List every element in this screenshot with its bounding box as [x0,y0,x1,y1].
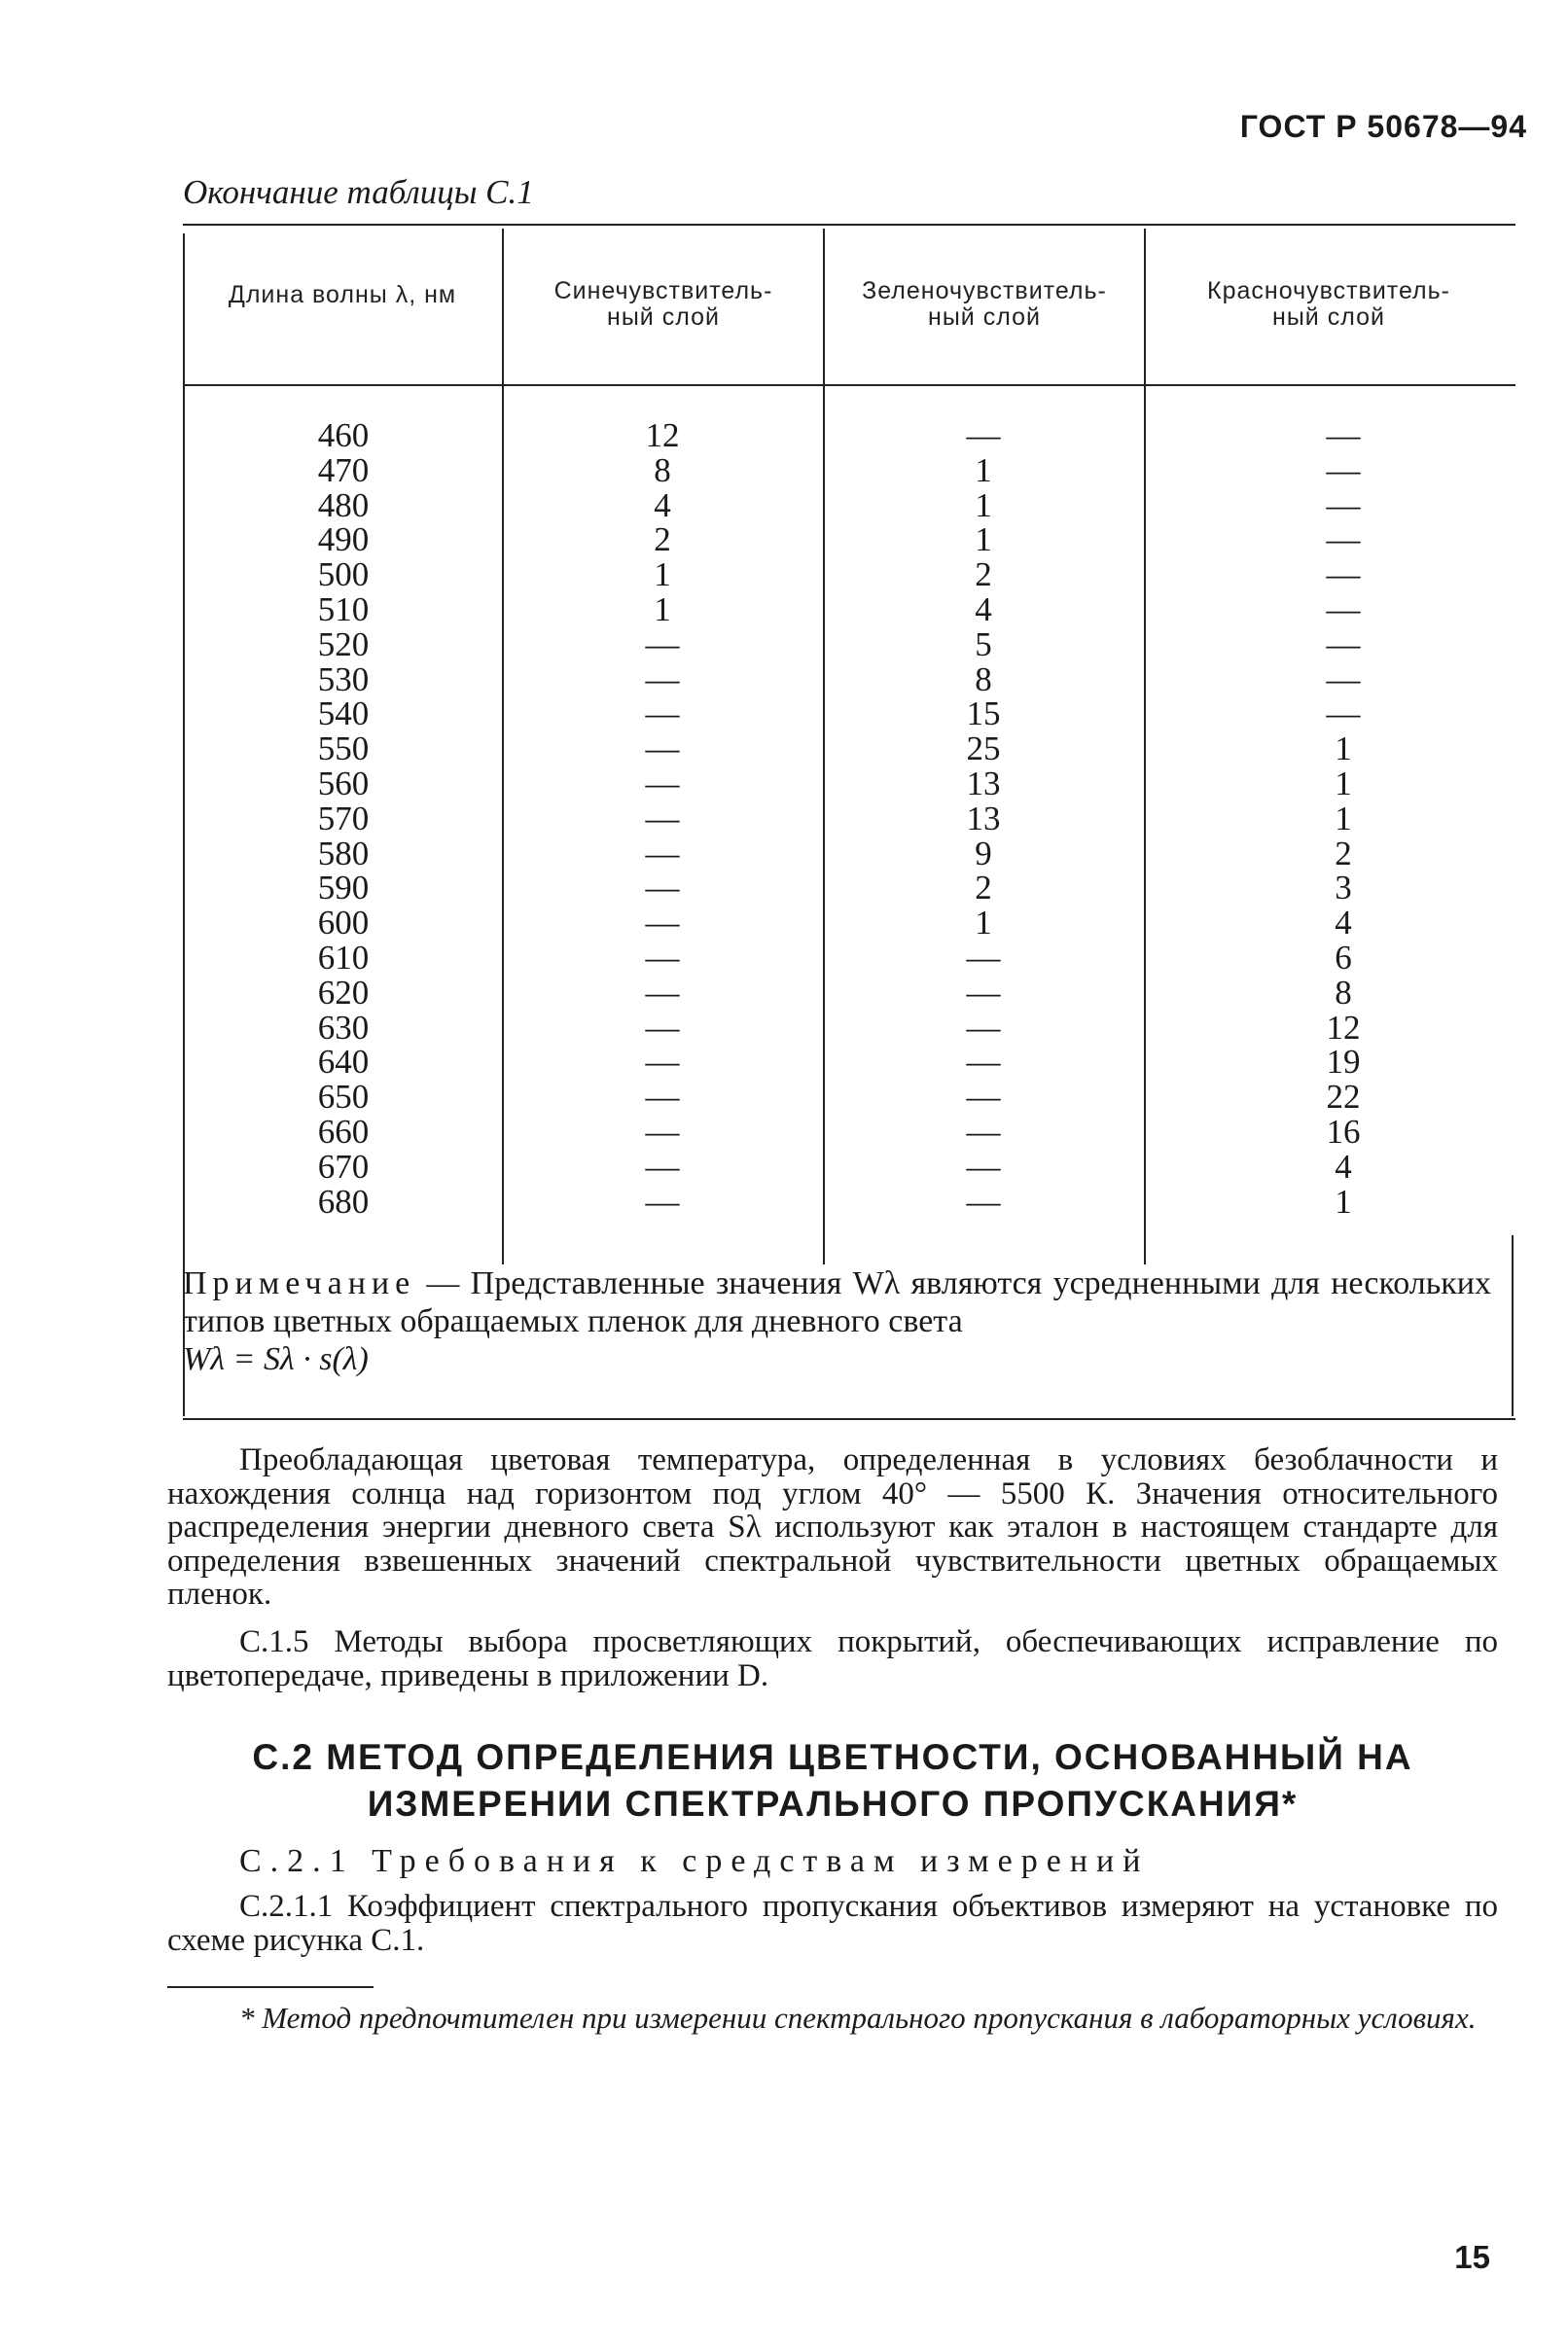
table-cell: 5 [975,624,992,663]
header-wavelength-text: Длина волны λ, нм [228,281,457,308]
table-cell: — [1326,520,1361,559]
table-cell: — [645,799,680,837]
table-cell: — [966,1182,1001,1221]
table-cell: 550 [317,729,370,768]
paragraph-1: Преобладающая цветовая температура, определенная в условиях безоблачности и нахождения солнца над горизонтом под углом 40° — 5500 К. Значения относительного распределения энергии дневного света Sλ используют как эталон в настоящем стандарте для определения взвешенных значений спектральной чувствительности цветных обращаемых пленок. [167,1442,1498,1612]
table-cell: 560 [317,764,370,802]
table-cell: 25 [966,729,1001,768]
table-cell: 1 [975,450,992,489]
table-top-rule [183,224,1515,226]
table-cell: — [645,938,680,977]
table-cell: — [1326,624,1361,663]
table-cell: 630 [317,1008,370,1047]
table-cell: — [966,1112,1001,1151]
column-green [876,418,1090,1219]
section-title [167,1734,1498,1828]
table-cell: 13 [966,799,1001,837]
column-red [1236,418,1450,1219]
table-cell: 12 [1326,1008,1361,1047]
table-left-border [183,233,185,1416]
table-cell: 1 [654,589,671,628]
table-cell: — [645,764,680,802]
table-cell: 1 [1335,729,1352,768]
paragraph-3: С.2.1.1 Коэффициент спектрального пропускания объективов измеряют на установке по схеме рисунка С.1. [167,1889,1498,1958]
table-cell: 470 [317,450,370,489]
table-cell: 2 [975,869,992,907]
table-cell: 1 [975,520,992,559]
column-divider-3 [1144,229,1146,1264]
table-cell: 19 [1326,1043,1361,1082]
header-blue [504,278,823,331]
table-cell: 22 [1326,1078,1361,1117]
table-cell: 530 [317,659,370,698]
paragraph-2: С.1.5 Методы выбора просветляющих покрытий, обеспечивающих исправление по цветопередаче, приведены в приложении D. [167,1624,1498,1693]
table-cell: 620 [317,973,370,1012]
table-cell: 8 [654,450,671,489]
header-wavelength [183,282,502,308]
table-cell: 9 [975,834,992,872]
table-cell: — [966,1008,1001,1047]
table-cell: 510 [317,589,370,628]
data-table [183,224,1515,1420]
table-cell: — [966,416,1001,454]
table-cell: — [645,1008,680,1047]
table-cell: — [966,973,1001,1012]
header-blue-line2: ный слой [607,303,720,331]
table-cell: 610 [317,938,370,977]
table-cell: 8 [975,659,992,698]
footnote-rule [167,1986,374,1988]
table-cell: — [645,659,680,698]
table-cell: — [645,624,680,663]
table-cell: 590 [317,869,370,907]
table-cell: 2 [975,555,992,594]
table-right-border [1512,1235,1514,1416]
table-cell: 1 [654,555,671,594]
column-divider-1 [502,229,504,1264]
header-red-line1: Красночувствитель- [1207,277,1450,304]
table-cell: 13 [966,764,1001,802]
table-cell: 570 [317,799,370,837]
table-cell: 650 [317,1078,370,1117]
table-cell: 680 [317,1182,370,1221]
header-green-line2: ный слой [928,303,1041,331]
table-cell: — [966,1043,1001,1082]
table-cell: 480 [317,485,370,524]
table-cell: — [1326,416,1361,454]
table-cell: — [645,973,680,1012]
table-cell: — [1326,450,1361,489]
column-blue [555,418,769,1219]
table-note [183,1264,1491,1378]
table-cell: 3 [1335,869,1352,907]
table-cell: 4 [975,589,992,628]
table-cell: 660 [317,1112,370,1151]
table-bottom-rule [183,1418,1515,1420]
table-cell: — [645,904,680,942]
note-formula: Wλ = Sλ · s(λ) [183,1341,369,1377]
page-number: 15 [1454,2239,1490,2275]
table-cell: 600 [317,904,370,942]
table-cell: — [645,1043,680,1082]
column-divider-2 [823,229,825,1264]
table-cell: — [1326,589,1361,628]
subheading: С.2.1 Требования к средствам измерений [239,1843,1150,1879]
table-cell: — [966,1147,1001,1186]
table-cell: — [645,834,680,872]
table-cell: 2 [654,520,671,559]
table-cell: 460 [317,416,370,454]
table-cell: — [645,869,680,907]
table-header-rule [183,384,1515,386]
table-cell: 8 [1335,973,1352,1012]
table-cell: 1 [975,485,992,524]
table-cell: 12 [645,416,680,454]
table-cell: 15 [966,694,1001,733]
table-caption: Окончание таблицы С.1 [183,173,534,211]
table-cell: 1 [1335,799,1352,837]
table-cell: 580 [317,834,370,872]
table-cell: — [645,694,680,733]
header-blue-line1: Синечувствитель- [553,277,773,304]
table-cell: 1 [1335,1182,1352,1221]
table-cell: — [645,1147,680,1186]
table-cell: — [645,1182,680,1221]
header-red-line2: ный слой [1272,303,1385,331]
section-title-line2: ИЗМЕРЕНИИ СПЕКТРАЛЬНОГО ПРОПУСКАНИЯ* [367,1784,1299,1824]
table-cell: 670 [317,1147,370,1186]
header-green-line1: Зеленочувствитель- [862,277,1107,304]
table-cell: — [966,938,1001,977]
table-cell: 1 [1335,764,1352,802]
header-red [1146,278,1512,331]
table-cell: 6 [1335,938,1352,977]
footnote: * Метод предпочтителен при измерении спектрального пропускания в лабораторных условиях. [239,2001,1477,2035]
table-cell: 4 [1335,904,1352,942]
table-cell: 4 [654,485,671,524]
table-cell: 500 [317,555,370,594]
table-cell: — [645,1078,680,1117]
header-green [825,278,1144,331]
note-text: — Представленные значения Wλ являются усредненными для нескольких типов цветных обращаемых пленок для дневного света [183,1265,1491,1339]
table-cell: 520 [317,624,370,663]
note-label: Примечание [183,1265,416,1301]
table-cell: 16 [1326,1112,1361,1151]
table-cell: — [1326,659,1361,698]
table-cell: 640 [317,1043,370,1082]
table-cell: 2 [1335,834,1352,872]
table-cell: 490 [317,520,370,559]
table-cell: — [645,729,680,768]
table-cell: — [1326,555,1361,594]
section-title-line1: С.2 МЕТОД ОПРЕДЕЛЕНИЯ ЦВЕТНОСТИ, ОСНОВАННЫЙ НА [252,1737,1413,1777]
table-cell: — [1326,694,1361,733]
table-cell: — [645,1112,680,1151]
table-cell: — [966,1078,1001,1117]
document-header: ГОСТ Р 50678—94 [1239,109,1527,144]
table-cell: 4 [1335,1147,1352,1186]
table-cell: — [1326,485,1361,524]
table-cell: 540 [317,694,370,733]
table-cell: 1 [975,904,992,942]
column-wavelengths [236,418,450,1219]
